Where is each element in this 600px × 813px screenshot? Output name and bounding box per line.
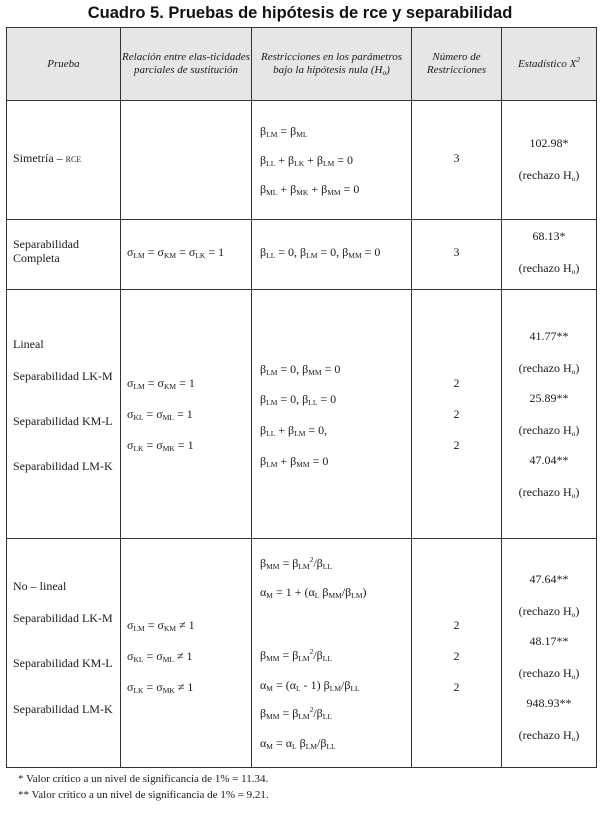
footnote: * Valor crítico a un nivel de significancia de 1% = 11.34. <box>18 773 269 785</box>
numero-value: 3 <box>453 245 460 259</box>
estadistico-value: 47.64** <box>529 572 569 586</box>
estadistico-cell <box>502 290 597 539</box>
numero-value: 2 <box>453 618 460 632</box>
rechazo-label: (rechazo $H_o$) <box>518 168 580 183</box>
prueba-cell <box>7 101 121 220</box>
estadistico-cell <box>502 539 597 768</box>
estadistico-value: 102.98* <box>529 136 569 150</box>
rechazo-label: (rechazo $H_o$) <box>518 666 580 681</box>
restriccion-text: $\beta_{LM} + \beta_{MM} = 0$ <box>260 454 329 469</box>
restriccion-text: $\beta_{LL} = 0$, $\beta_{LM} = 0$, $\beta_{MM} = 0$ <box>260 245 381 260</box>
relacion-text: $\sigma_{KL} = \sigma_{ML} \ne 1$ <box>127 649 193 664</box>
restriccion-text: $\alpha_M = 1 + (\alpha_L$ $\beta_{MM}/\beta_{LM}$) <box>260 585 367 600</box>
rechazo-label: (rechazo $H_o$) <box>518 485 580 500</box>
prueba-label: Separabilidad Completa <box>13 237 79 265</box>
prueba-cell <box>7 220 121 290</box>
header-relacion: Relación entre elas-ticidades parciales de sustitución <box>121 28 252 101</box>
restriccion-text: $\beta_{MM} = \beta_{LM}^2/\beta_{LL}$ <box>260 705 332 721</box>
relacion-text: $\sigma_{LM} = \sigma_{KM} = \sigma_{LK} = 1$ <box>127 245 225 260</box>
restriccion-text: $\beta_{LM} = 0$, $\beta_{MM} = 0$ <box>260 362 341 377</box>
restriccion-text: $\beta_{LL} + \beta_{LK} + \beta_{LM} = 0$ <box>260 153 354 168</box>
numero-value: 2 <box>453 407 460 421</box>
numero-value: 2 <box>453 649 460 663</box>
prueba-label: Separabilidad LK-M <box>13 611 113 625</box>
prueba-label: Separabilidad KM-L <box>13 414 113 428</box>
prueba-label: Separabilidad LM-K <box>13 459 113 473</box>
relacion-text: $\sigma_{LK} = \sigma_{MK} \ne 1$ <box>127 680 194 695</box>
restriccion-text: $\beta_{MM} = \beta_{LM}^2/\beta_{LL}$ <box>260 647 332 663</box>
rechazo-label: (rechazo $H_o$) <box>518 604 580 619</box>
rechazo-label: (rechazo $H_o$) <box>518 261 580 276</box>
prueba-cell <box>7 539 121 768</box>
rechazo-label: (rechazo $H_o$) <box>518 361 580 376</box>
estadistico-value: 68.13* <box>532 229 566 243</box>
numero-cell <box>412 539 502 768</box>
restriccion-text: $\alpha_M = (\alpha_L - 1)$ $\beta_{LM}/\beta_{LL}$ <box>260 678 360 693</box>
restricciones-cell <box>252 101 412 220</box>
relacion-text: $\sigma_{LK} = \sigma_{MK} = 1$ <box>127 438 194 453</box>
header-numero: Número de Restricciones <box>412 28 502 101</box>
prueba-label: Simetría – RCE <box>13 151 82 165</box>
prueba-label: Separabilidad KM-L <box>13 656 113 670</box>
restriccion-text: $\alpha_M = \alpha_L$ $\beta_{LM}/\beta_{LL}$ <box>260 736 336 751</box>
header-row <box>7 28 597 101</box>
rechazo-label: (rechazo $H_o$) <box>518 728 580 743</box>
restricciones-cell <box>252 220 412 290</box>
table-row-separabilidad-completa <box>7 220 597 290</box>
table-row-lineal <box>7 290 597 539</box>
relacion-text: $\sigma_{LM} = \sigma_{KM} \ne 1$ <box>127 618 195 633</box>
footnote: ** Valor crítico a un nivel de significancia de 1% = 9.21. <box>18 789 269 801</box>
numero-cell <box>412 101 502 220</box>
relacion-cell <box>121 101 252 220</box>
prueba-cell <box>7 290 121 539</box>
restriccion-text: $\beta_{LL} + \beta_{LM} = 0$, <box>260 423 328 438</box>
restriccion-text: $\beta_{LM} = 0$, $\beta_{LL} = 0$ <box>260 392 337 407</box>
estadistico-value: 48.17** <box>529 634 569 648</box>
relacion-cell <box>121 220 252 290</box>
prueba-label: No – lineal <box>13 579 67 593</box>
prueba-label: Lineal <box>13 337 44 351</box>
header-estadistico: Estadístico $X^2$ <box>502 28 597 101</box>
numero-value: 2 <box>453 438 460 452</box>
relacion-cell <box>121 290 252 539</box>
header-prueba: Prueba <box>7 28 121 101</box>
numero-value: 3 <box>453 151 460 165</box>
restriccion-text: $\beta_{LM} = \beta_{ML}$ <box>260 124 308 139</box>
prueba-label: Separabilidad LK-M <box>13 369 113 383</box>
estadistico-value: 948.93** <box>526 696 572 710</box>
footnotes <box>18 771 269 803</box>
header-restricciones <box>252 28 412 101</box>
restriccion-text: $\beta_{MM} = \beta_{LM}^2/\beta_{LL}$ <box>260 555 332 571</box>
restricciones-cell <box>252 290 412 539</box>
hypothesis-test-table <box>6 27 597 768</box>
table-row-simetria <box>7 101 597 220</box>
header-restricciones-text: Restricciones en los parámetros bajo la hipótesis nula $(H_o)$ <box>260 51 403 77</box>
estadistico-value: 41.77** <box>529 329 569 343</box>
rechazo-label: (rechazo $H_o$) <box>518 423 580 438</box>
estadistico-value: 47.04** <box>529 453 569 467</box>
numero-cell <box>412 220 502 290</box>
restricciones-cell <box>252 539 412 768</box>
numero-value: 2 <box>453 376 460 390</box>
relacion-text: $\sigma_{KL} = \sigma_{ML} = 1$ <box>127 407 193 422</box>
table-row-no-lineal <box>7 539 597 768</box>
numero-value: 2 <box>453 680 460 694</box>
numero-cell <box>412 290 502 539</box>
relacion-text: $\sigma_{LM} = \sigma_{KM} = 1$ <box>127 376 195 391</box>
estadistico-cell <box>502 101 597 220</box>
prueba-label: Separabilidad LM-K <box>13 702 113 716</box>
relacion-cell <box>121 539 252 768</box>
restriccion-text: $\beta_{ML} + \beta_{MK} + \beta_{MM} = 0$ <box>260 182 360 197</box>
estadistico-value: 25.89** <box>529 391 569 405</box>
table-title: Cuadro 5. Pruebas de hipótesis de rce y separabilidad <box>87 4 513 22</box>
estadistico-cell <box>502 220 597 290</box>
